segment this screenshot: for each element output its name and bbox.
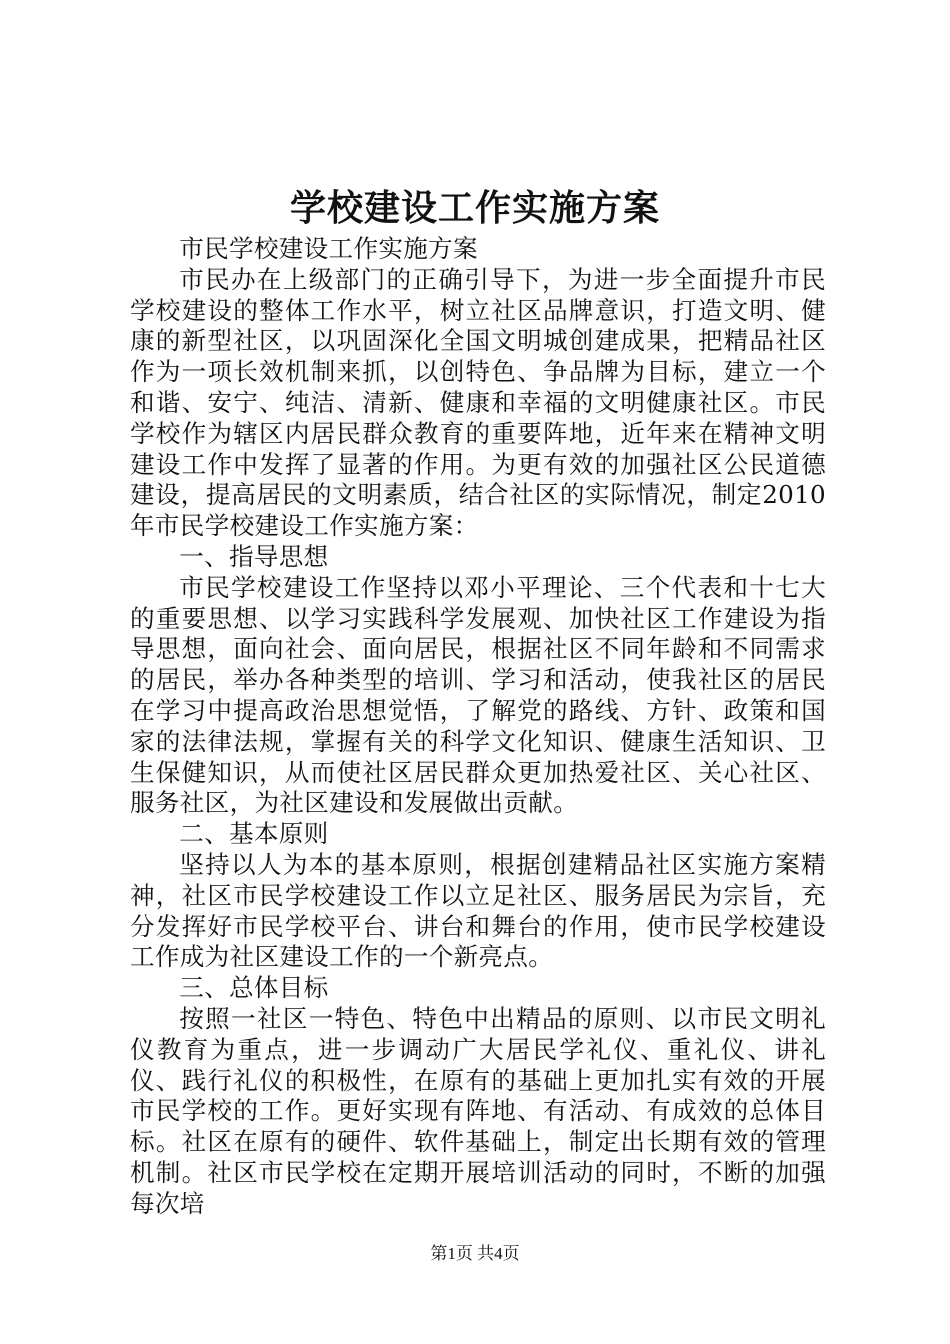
paragraph-intro: 市民办在上级部门的正确引导下，为进一步全面提升市民学校建设的整体工作水平，树立社区品牌意识，打造文明、健康的新型社区，以巩固深化全国文明城创建成果，把精品社区作为一项长效机制来抓，以创特色、争品牌为目标，建立一个和谐、安宁、纯洁、清新、健康和幸福的文明健康社区。市民学校作为辖区内居民群众教育的重要阵地，近年来在精神文明建设工作中发挥了显著的作用。为更有效的加强社区公民道德建设，提高居民的文明素质，结合社区的实际情况，制定2010年市民学校建设工作实施方案： xyxy=(130,264,826,541)
page-footer: 第1页 共4页 xyxy=(430,1244,520,1263)
section-heading-guiding-thought: 一、指导思想 xyxy=(179,541,329,571)
paragraph-guiding-thought: 市民学校建设工作坚持以邓小平理论、三个代表和十七大的重要思想、以学习实践科学发展观、加快社区工作建设为指导思想，面向社会、面向居民，根据社区不同年龄和不同需求的居民，举办各种类型的培训、学习和活动，使我社区的居民在学习中提高政治思想觉悟，了解党的路线、方针、政策和国家的法律法规，掌握有关的科学文化知识、健康生活知识、卫生保健知识，从而使社区居民群众更加热爱社区、关心社区、服务社区，为社区建设和发展做出贡献。 xyxy=(130,572,826,818)
section-heading-basic-principle: 二、基本原则 xyxy=(179,819,329,849)
document-body xyxy=(130,234,826,1220)
section-heading-overall-goal: 三、总体目标 xyxy=(179,973,329,1003)
paragraph-overall-goal: 按照一社区一特色、特色中出精品的原则、以市民文明礼仪教育为重点，进一步调动广大居民学礼仪、重礼仪、讲礼仪、践行礼仪的积极性，在原有的基础上更加扎实有效的开展市民学校的工作。更好实现有阵地、有活动、有成效的总体目标。社区在原有的硬件、软件基础上，制定出长期有效的管理机制。社区市民学校在定期开展培训活动的同时，不断的加强每次培 xyxy=(130,1003,826,1218)
paragraph-subtitle: 市民学校建设工作实施方案 xyxy=(179,234,478,263)
paragraph-basic-principle: 坚持以人为本的基本原则，根据创建精品社区实施方案精神，社区市民学校建设工作以立足社区、服务居民为宗旨，充分发挥好市民学校平台、讲台和舞台的作用，使市民学校建设工作成为社区建设工作的一个新亮点。 xyxy=(130,849,826,972)
document-title: 学校建设工作实施方案 xyxy=(289,187,660,229)
